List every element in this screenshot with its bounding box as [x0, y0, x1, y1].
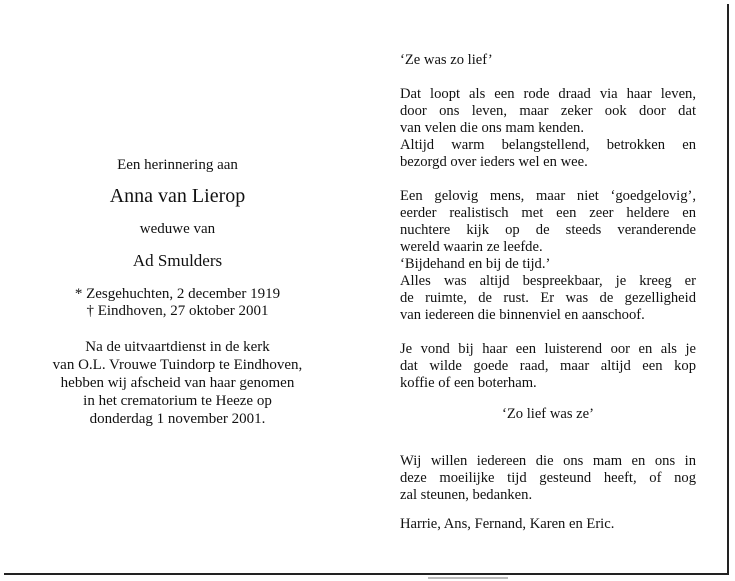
text-line: bezorgd over ieders wel en wee.: [400, 154, 588, 170]
closing-paragraph: [400, 453, 696, 504]
paragraph-3: [400, 341, 696, 392]
life-dates: [40, 286, 315, 320]
text-line: Alles was altijd bespreekbaar, je kreeg er: [400, 273, 696, 289]
widow-label: weduwe van: [139, 221, 216, 237]
service-notice: [40, 338, 315, 428]
quote-top: ‘Ze was zo lief’: [400, 52, 493, 68]
text-line: de ruimte, de rust. Er was de gezelligheid: [400, 290, 696, 306]
text-line: Altijd warm belangstellend, betrokken en: [400, 137, 696, 153]
text-line: Een gelovig mens, maar niet ‘goedgelovig’,: [400, 188, 696, 204]
paragraph-1: [400, 86, 696, 171]
text-line: deze moeilijke tijd gesteund heeft, of nog: [400, 470, 696, 486]
text-line: door ons leven, maar zeker ook door dat: [400, 103, 696, 119]
left-panel: [40, 156, 315, 428]
signature: Harrie, Ans, Fernand, Karen en Eric.: [400, 516, 615, 532]
birth-line: * Zesgehuchten, 2 december 1919: [74, 286, 281, 302]
service-line: Na de uitvaartdienst in de kerk: [85, 339, 270, 355]
text-line: Dat loopt als een rode draad via haar leven,: [400, 86, 696, 102]
paragraph-2: [400, 188, 696, 324]
text-line: nuchtere kijk op de steeds veranderende: [400, 222, 696, 238]
service-line: in het crematorium te Heeze op: [83, 393, 272, 409]
text-line: zal steunen, bedanken.: [400, 487, 533, 503]
text-line: van velen die ons mam kenden.: [400, 120, 584, 136]
text-line: dat wilde goede raad, maar altijd een kop: [400, 358, 696, 374]
service-line: hebben wij afscheid van haar genomen: [60, 375, 295, 391]
spouse-name: Ad Smulders: [132, 251, 223, 270]
text-line: ‘Bijdehand en bij de tijd.’: [400, 256, 551, 272]
text-line: Je vond bij haar een luisterend oor en als je: [400, 341, 696, 357]
service-line: van O.L. Vrouwe Tuindorp te Eindhoven,: [52, 357, 303, 373]
text-line: van iedereen die binnenviel en aanschoof.: [400, 307, 645, 323]
text-line: eerder realistisch met een zeer heldere en: [400, 205, 696, 221]
text-line: wereld waarin ze leefde.: [400, 239, 543, 255]
intro-text: Een herinnering aan: [117, 157, 238, 173]
right-panel: [400, 52, 696, 533]
text-line: koffie of een boterham.: [400, 375, 537, 391]
service-line: donderdag 1 november 2001.: [89, 411, 266, 427]
quote-bottom: ‘Zo lief was ze’: [502, 406, 594, 422]
scan-edge-mark: [428, 577, 508, 579]
death-line: † Eindhoven, 27 oktober 2001: [86, 303, 269, 319]
deceased-name: Anna van Lierop: [109, 185, 246, 207]
text-line: Wij willen iedereen die ons mam en ons in: [400, 453, 696, 469]
